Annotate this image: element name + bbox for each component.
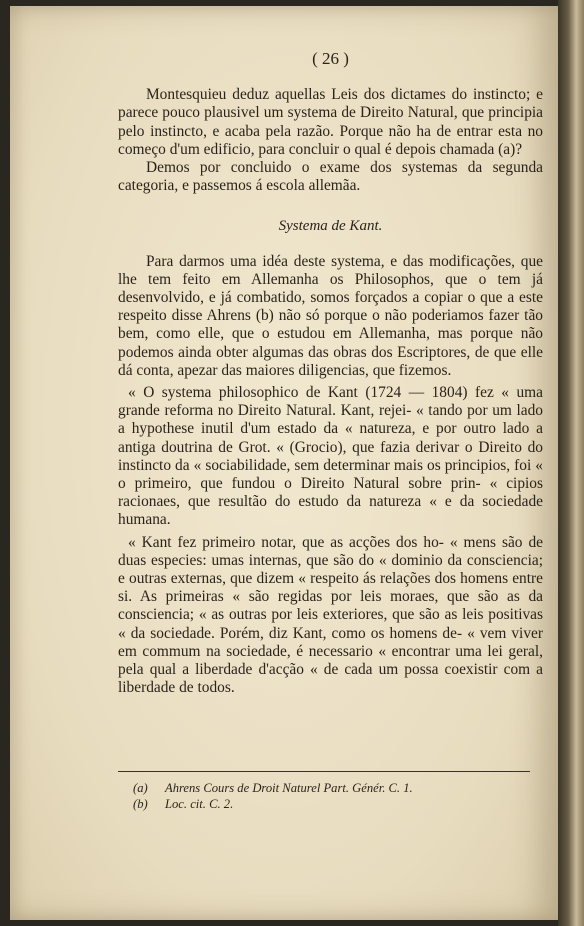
quote-block <box>118 384 543 697</box>
footnote <box>133 780 523 796</box>
footnote-mark: (b) <box>133 797 148 811</box>
section-title: Systema de Kant. <box>278 218 383 235</box>
footnote-text: Loc. cit. C. 2. <box>165 797 234 811</box>
footnote-text: Ahrens Cours de Droit Naturel Part. Génér. C. 1. <box>165 781 413 795</box>
paragraph-kant-intro: Para darmos uma idéa deste systema, e das modificações, que lhe tem feito em Allemanha os Philosophos, que o tem já desenvolvido, e já combatido, somos forçados a copiar o que a este respeito disse Ahrens (b) não só porque o não poderiamos fazer tão bem, como elle, que o estudou em Allemanha, mas porque não podemos ainda obter algumas das obras dos Escriptores, de que elle dá conta, apezar das maiores diligencias, que fizemos. <box>118 252 543 379</box>
paragraph-montesquieu: Montesquieu deduz aquellas Leis dos dictames do instincto; e parece pouco plausivel um systema de Direito Natural, que principia pelo instincto, e acaba pela razão. Porque não ha de entrar esta no começo d'um edificio, para concluir o qual é depois chamada (a)? <box>118 86 543 158</box>
paragraph-second-category: Demos por concluido o exame dos systemas da segunda categoria, e passemos á escola allemãa. <box>118 159 543 195</box>
quote-paragraph: « O systema philosophico de Kant (1724 — 1804) fez « uma grande reforma no Direito Natural. Kant, rejei- « tando por um lado a hypothese inutil d'um estado da « natureza, e por outro lado a antiga doutrina de Grot. « (Grocio), que fazia derivar o Direito do instincto da « sociabilidade, sem determinar mais os principios, foi « o primeiro, que fundou o Direito Natural sobre prin- « cipios racionaes, que resultão do estudo da natureza « e da sociedade humana. <box>118 384 543 529</box>
footnote <box>133 796 523 812</box>
footnote-rule <box>118 771 530 772</box>
quote-paragraph: « Kant fez primeiro notar, que as acções dos ho- « mens são de duas especies: umas internas, que são do « dominio da consciencia; e outras externas, que dizem « respeito ás relações dos homens entre si. As primeiras « são regidas por leis moraes, que são as da consciencia; « as outras por leis exteriores, que são as leis positivas « da sociedade. Porém, diz Kant, como os homens de- « vem viver em commum na sociedade, é necessario « encontrar uma lei geral, pela qual a liberdade d'acção « de cada um possa coexistir com a liberdade de todos. <box>118 533 543 697</box>
page-edge <box>558 0 584 926</box>
page-number: ( 26 ) <box>312 49 349 68</box>
footnote-mark: (a) <box>133 781 148 795</box>
footnotes <box>133 780 523 812</box>
text-block <box>118 50 543 698</box>
